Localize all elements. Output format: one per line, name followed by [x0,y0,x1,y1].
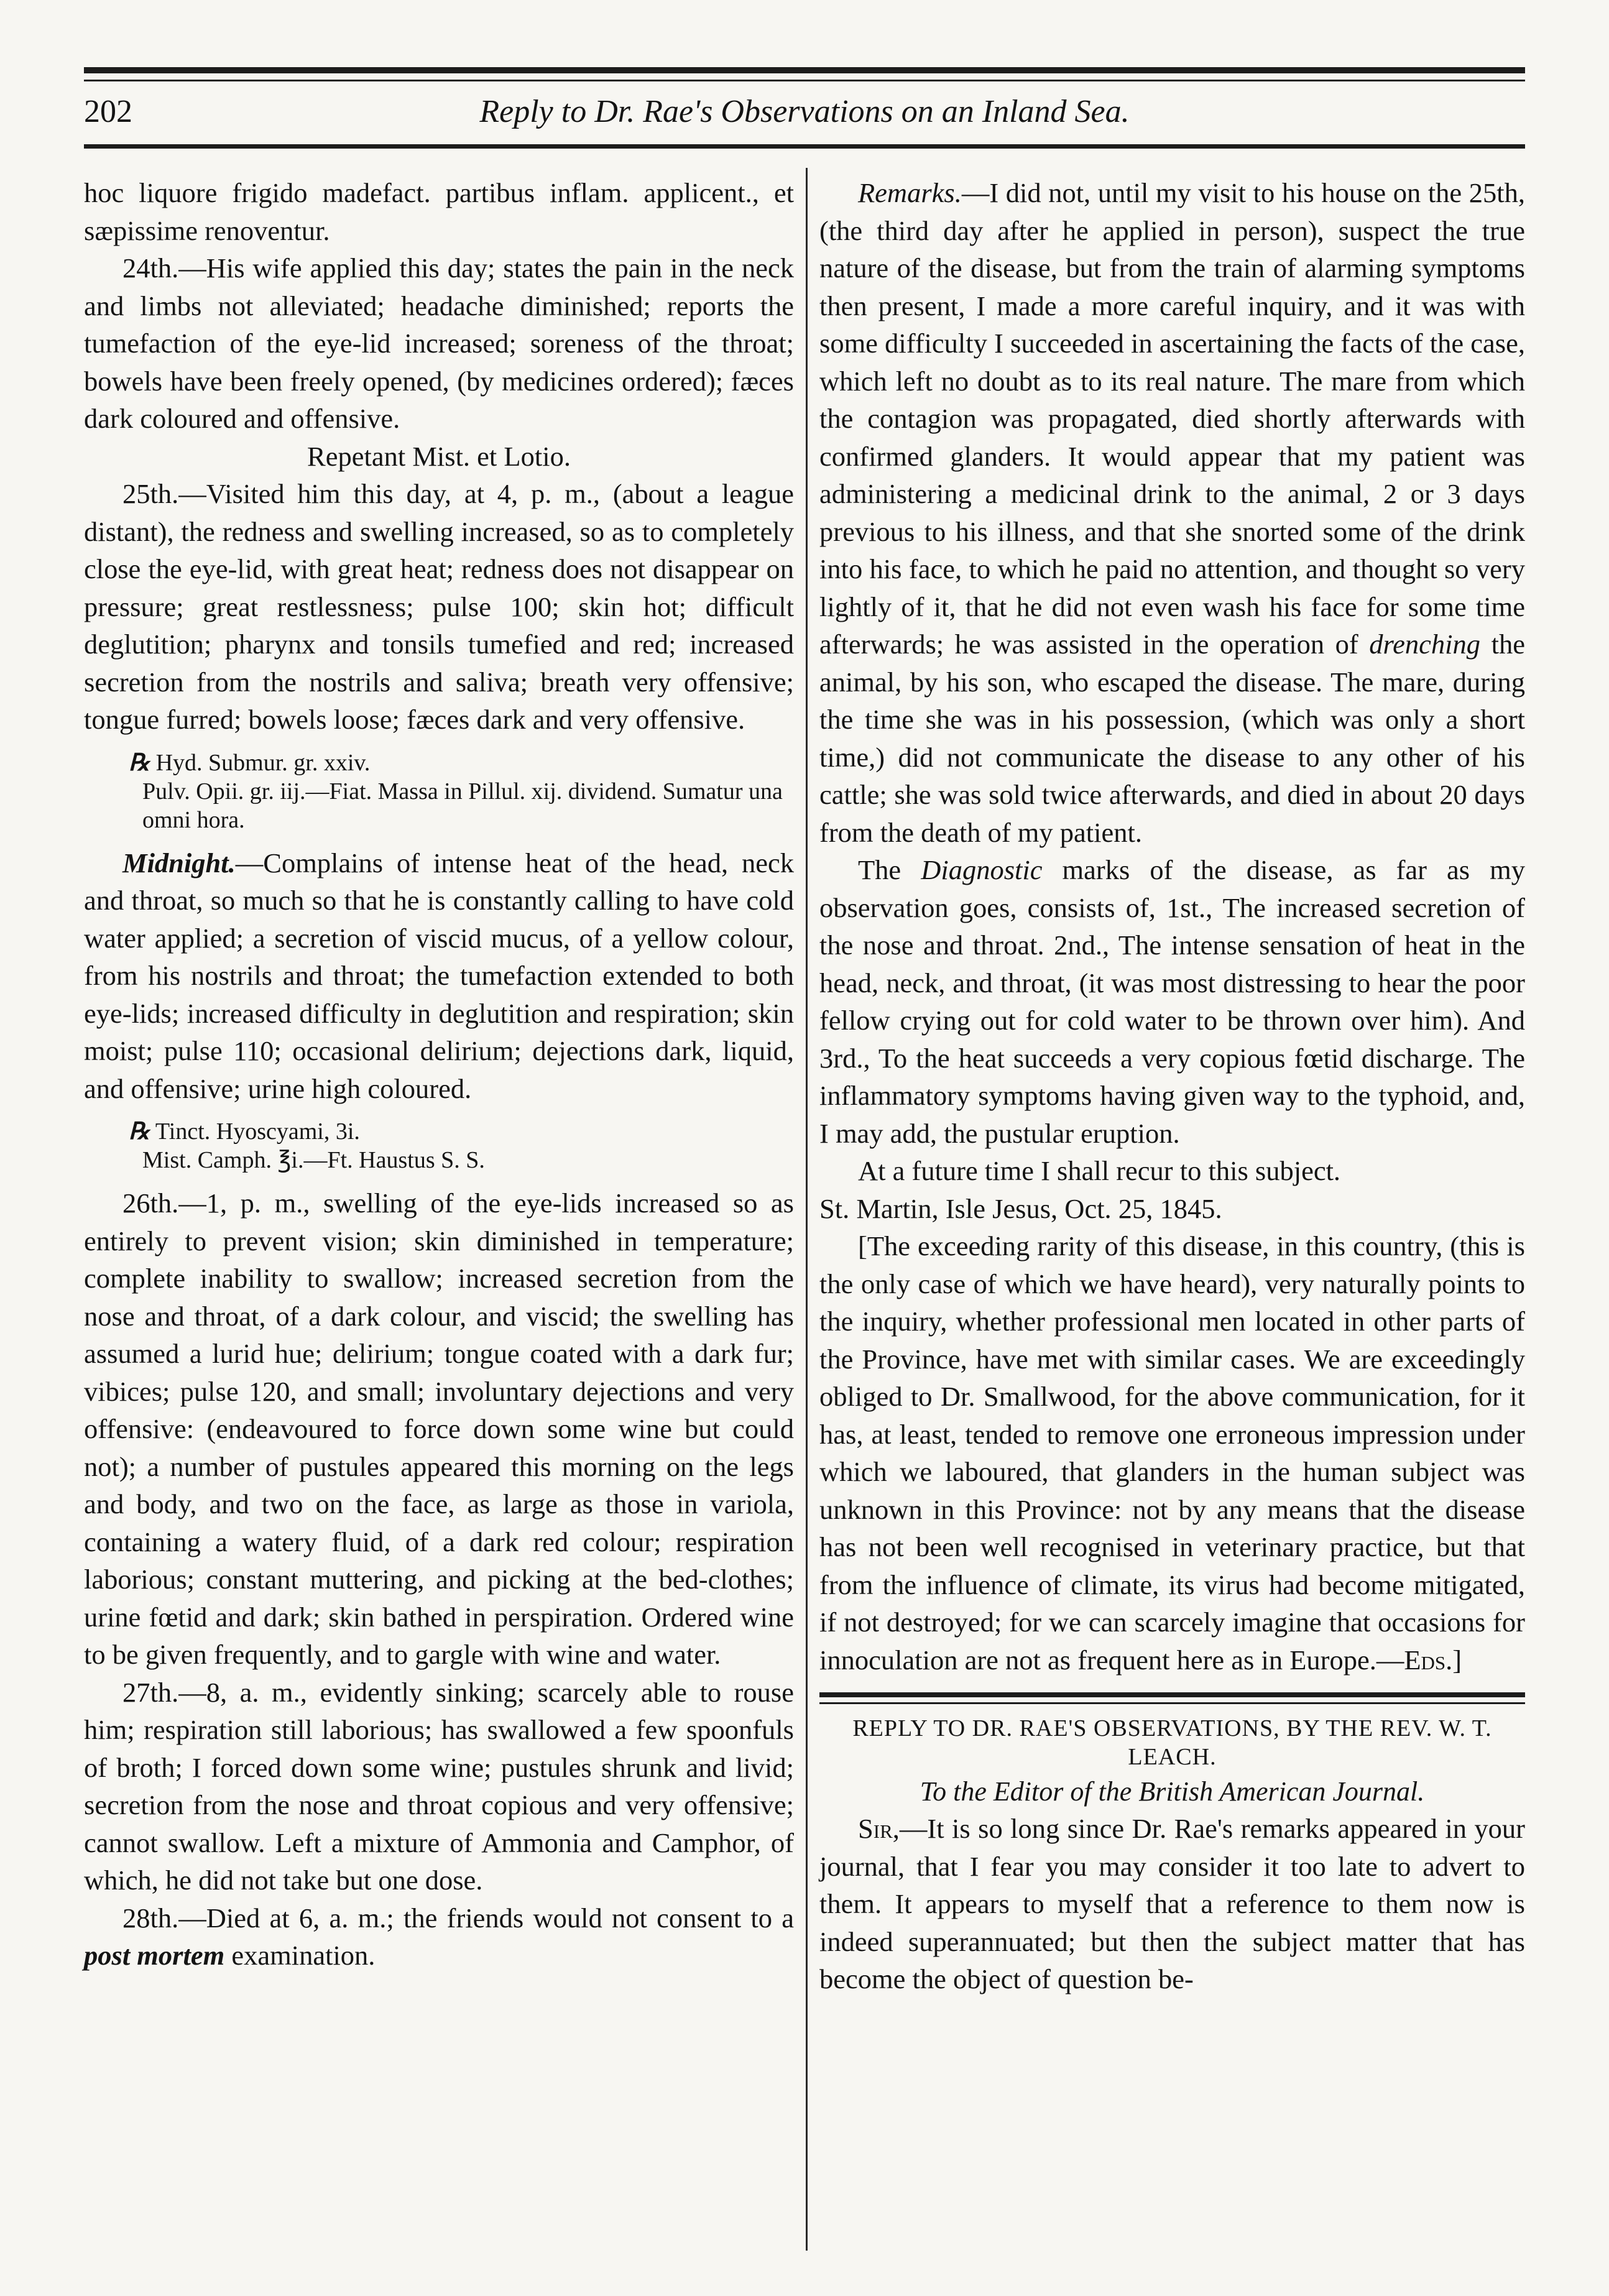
paragraph-lotion-instruction: hoc liquore frigido madefact. partibus inflam. applicent., et sæpissime renoventur. [84,177,794,246]
prescription-line: Mist. Camph. ℥i.—Ft. Haustus S. S. [142,1147,485,1173]
column-divider [806,168,808,2251]
prescription-block-1 [84,749,794,834]
recipe-symbol: ℞ [129,749,150,776]
article-separator-thin [819,1702,1525,1704]
editorial-note: [The exceeding rarity of this disease, in this country, (this is the only case of which we have heard), very naturally points to the inquiry, whether professional men located in other parts of the Province, have met with similar cases. We are exceedingly obliged to Dr. Smallwood, for the above communication, for it has, at least, tended to remove one erroneous impression under which we laboured, that glanders in the human subject was unknown in this Province: not by any means that the disease has not been well recognised in veterinary practice, but that from the influence of climate, its virus had become mitigated, if not destroyed; for we can scarcely imagine that occasions for innoculation are not as frequent here as in Europe.—Eds.] [819,1230,1525,1676]
prescription-repeat: Repetant Mist. et Lotio. [307,440,571,472]
prescription-line [129,1117,794,1146]
paragraph-text: —Complains of intense heat of the head, neck and throat, so much so that he is constantly calling to have cold water applied; a secretion of viscid mucus, of a yellow colour, from his nostrils and throat; the tumefaction extended to both eye-lids; increased difficulty in deglutition and respiration; skin moist; pulse 110; occasional delirium; dejections dark, liquid, and offensive; urine high coloured. [84,847,794,1104]
paragraph-25th: 25th.—Visited him this day, at 4, p. m., (about a league distant), the redness and swelling increased, so as to completely close the eye-lid, with great heat; redness does not disappear on pressure; great restlessness; pulse 100; skin hot; difficult deglutition; pharynx and tonsils tumefied and red; increased secretion from the nostrils and saliva; breath very offensive; tongue furred; bowels loose; fæces dark and very offensive. [84,478,794,735]
recipe-symbol: ℞ [129,1118,150,1145]
right-column [819,174,1525,1998]
running-head: Reply to Dr. Rae's Observations on an Inland Sea. [479,94,1130,129]
paragraph-midnight [84,844,794,1108]
page-number: 202 [84,94,132,129]
article-separator-thick [819,1692,1525,1697]
article-title: REPLY TO DR. RAE'S OBSERVATIONS, BY THE REV. W. T. LEACH. [852,1715,1492,1770]
paragraph-future: At a future time I shall recur to this subject. [858,1155,1341,1186]
header-rule [84,144,1525,149]
prescription-text: Hyd. Submur. gr. xxiv. [155,749,371,776]
prescription-line [129,749,794,777]
top-rule-thick [84,67,1525,73]
paragraph-remarks: Remarks.—I did not, until my visit to his house on the 25th, (the third day after he applied in person), suspect the true nature of the disease, but from the train of alarming symptoms then present, I made a more careful inquiry, and it was with some difficulty I succeeded in ascertaining the facts of the case, which left no doubt as to its real nature. The mare from which the contagion was propagated, died shortly afterwards with confirmed glanders. It would appear that my patient was administering a medicinal drink to the animal, 2 or 3 days previous to his illness, and that she snorted some of the drink into his face, to which he paid no attention, and thought so very lightly of it, that he did not even wash his face for some time afterwards; he was assisted in the operation of drenching the animal, by his son, who escaped the disease. The mare, during the time she was in his possession, (which was only a short time,) did not communicate the disease to any other of his cattle; she was sold twice afterwards, and died in about 20 days from the death of my patient. [819,177,1525,848]
italic-term: drenching [1369,629,1481,660]
section-label: Midnight. [122,847,236,878]
paragraph-26th: 26th.—1, p. m., swelling of the eye-lids increased so as entirely to prevent vision; skin diminished in temperature; complete inability to swallow; increased secretion from the nose and throat, of a dark colour, and viscid; the swelling has assumed a lurid hue; delirium; tongue coated with a dark fur; vibices; pulse 120, and small; involuntary dejections and very offensive: (endeavoured to force down some wine but could not); a number of pustules appeared this morning on the legs and body, and two on the face, as large as those in variola, containing a watery fluid, of a dark red colour; respiration laborious; constant muttering, and picking at the bed-clothes; urine fœtid and dark; skin bathed in perspiration. Ordered wine to be given frequently, and to gargle with wine and water. [84,1187,794,1670]
italic-term: Diagnostic [921,854,1043,885]
article-subtitle: To the Editor of the British American Journal. [920,1776,1425,1807]
paragraph-diagnostic: The Diagnostic marks of the disease, as far as my observation goes, consists of, 1st., The increased secretion of the nose and throat. 2nd., The intense sensation of heat in the head, neck, and throat, (it was most distressing to hear the poor fellow crying out for cold water to be thrown over him). And 3rd., To the heat succeeds a very copious fœtid discharge. The inflammatory symptoms having given way to the typhoid, and, I may add, the pustular eruption. [819,854,1525,1149]
paragraph-letter-opening: Sir,—It is so long since Dr. Rae's remarks appeared in your journal, that I fear you may consider it too late to advert to them. It appears to myself that a reference to them now is indeed superannuated; but then the subject matter that has become the object of question be- [819,1813,1525,1994]
dateline: St. Martin, Isle Jesus, Oct. 25, 1845. [819,1192,1222,1224]
page-header [84,93,1525,137]
prescription-block-2 [84,1117,794,1174]
left-column [84,174,794,1975]
prescription-text: Tinct. Hyoscyami, 3i. [155,1118,360,1145]
prescription-line: Pulv. Opii. gr. iij.—Fiat. Massa in Pillul. xij. dividend. Sumatur una omni hora. [142,778,783,833]
paragraph-24th: 24th.—His wife applied this day; states the pain in the neck and limbs not alleviated; headache diminished; reports the tumefaction of the eye-lid increased; soreness of the throat; bowels have been freely opened, (by medicines ordered); fæces dark coloured and offensive. [84,252,794,434]
salutation: Sir, [858,1813,900,1844]
paragraph-28th: 28th.—Died at 6, a. m.; the friends would not consent to a post mortem examination. [84,1902,794,1971]
italic-term: post mortem [84,1940,225,1971]
paragraph-27th: 27th.—8, a. m., evidently sinking; scarcely able to rouse him; respiration still laborious; has swallowed a few spoonfuls of broth; I forced down some wine; pustules shrunk and livid; secretion from the nose and throat copious and very offensive; cannot swallow. Left a mixture of Ammonia and Camphor, of which, he did not take but one dose. [84,1676,794,1896]
editors-signature: Eds. [1404,1644,1453,1676]
section-label: Remarks. [858,177,962,208]
top-rule-thin [84,80,1525,81]
